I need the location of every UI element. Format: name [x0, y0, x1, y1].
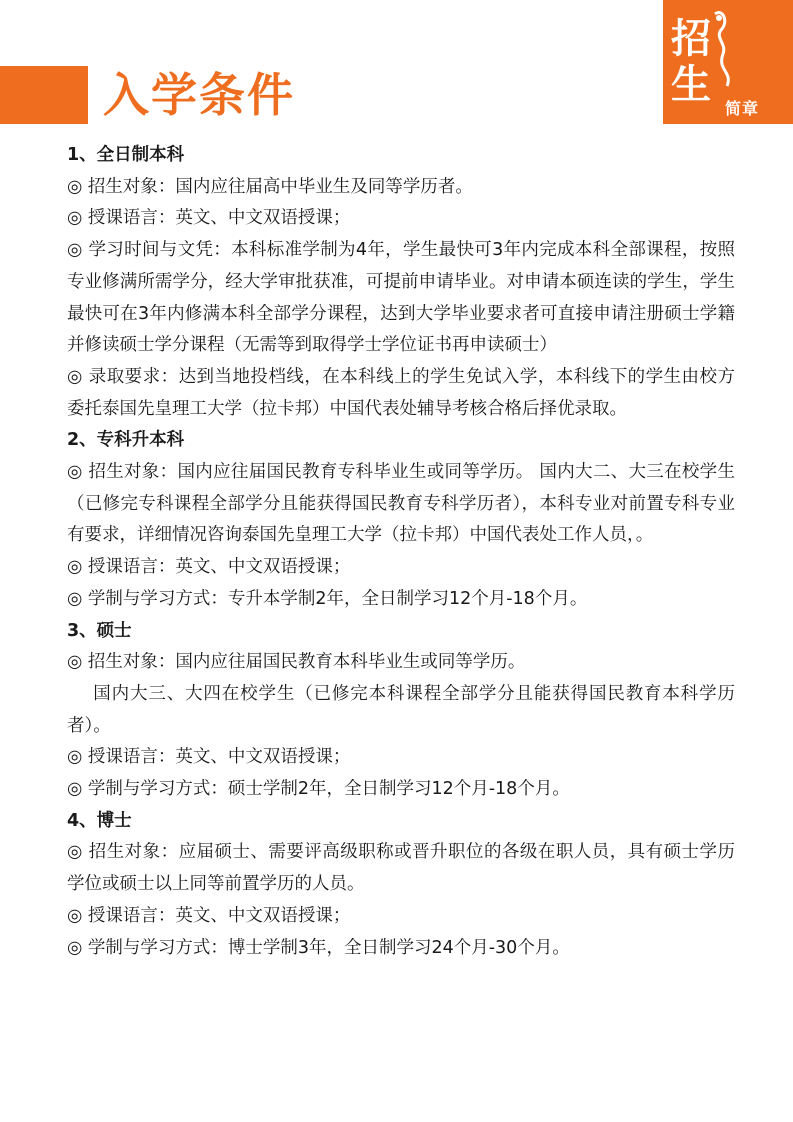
section-heading: 4、博士: [67, 810, 132, 831]
list-item: ◎ 学制与学习方式：硕士学制2年，全日制学习12个月-18个月。: [67, 779, 570, 800]
list-item: ◎ 授课语言：英文、中文双语授课；: [67, 905, 351, 926]
list-item: ◎ 授课语言：英文、中文双语授课；: [67, 557, 351, 578]
svg-text:生: 生: [671, 61, 711, 108]
list-item: ◎ 招生对象：国内应往届国民教育本科毕业生或同等学历。: [67, 652, 526, 673]
list-item: ◎ 招生对象：国内应往届高中毕业生及同等学历者。: [67, 176, 473, 197]
section-heading: 1、全日制本科: [67, 145, 185, 165]
list-item: ◎ 学制与学习方式：博士学制3年，全日制学习24个月-30个月。: [67, 937, 570, 958]
page-title: 入学条件: [103, 68, 295, 122]
list-item: ◎ 招生对象：国内应往届国民教育专科毕业生或同等学历。 国内大二、大三在校学生（已修完专科课程全部学分且能获得国民教育专科学历者），本科专业对前置专科专业有要求，详细情况咨询泰国先皇理工大学（拉卡邦）中国代表处工作人员，。: [67, 462, 735, 546]
header-accent-bar: [0, 66, 88, 124]
list-item: ◎ 授课语言：英文、中文双语授课；: [67, 208, 351, 229]
section-heading: 3、硕士: [67, 620, 132, 641]
svg-text:招: 招: [671, 15, 711, 62]
list-item: ◎ 学制与学习方式：专升本学制2年，全日制学习12个月-18个月。: [67, 588, 588, 609]
list-item: 国内大三、大四在校学生（已修完本科课程全部学分且能获得国民教育本科学历者）。: [67, 683, 735, 736]
logo-subtitle: 简章: [725, 99, 760, 118]
admission-content: [67, 140, 735, 964]
list-item: ◎ 学习时间与文凭：本科标准学制为4年，学生最快可3年内完成本科全部课程，按照专业修满所需学分，经大学审批获准，可提前申请毕业。对申请本硕连读的学生，学生最快可在3年内修满本科全部学分课程，达到大学毕业要求者可直接申请注册硕士学籍并修读硕士学分课程（无需等到取得学士学位证书再申读硕士）: [67, 240, 735, 356]
list-item: ◎ 录取要求：达到当地投档线，在本科线上的学生免试入学，本科线下的学生由校方委托泰国先皇理工大学（拉卡邦）中国代表处辅导考核合格后择优录取。: [67, 366, 735, 419]
list-item: ◎ 招生对象：应届硕士、需要评高级职称或晋升职位的各级在职人员，具有硕士学历学位或硕士以上同等前置学历的人员。: [67, 842, 735, 895]
brochure-logo: [663, 0, 793, 124]
section-heading: 2、专科升本科: [67, 430, 185, 451]
list-item: ◎ 授课语言：英文、中文双语授课；: [67, 747, 351, 768]
